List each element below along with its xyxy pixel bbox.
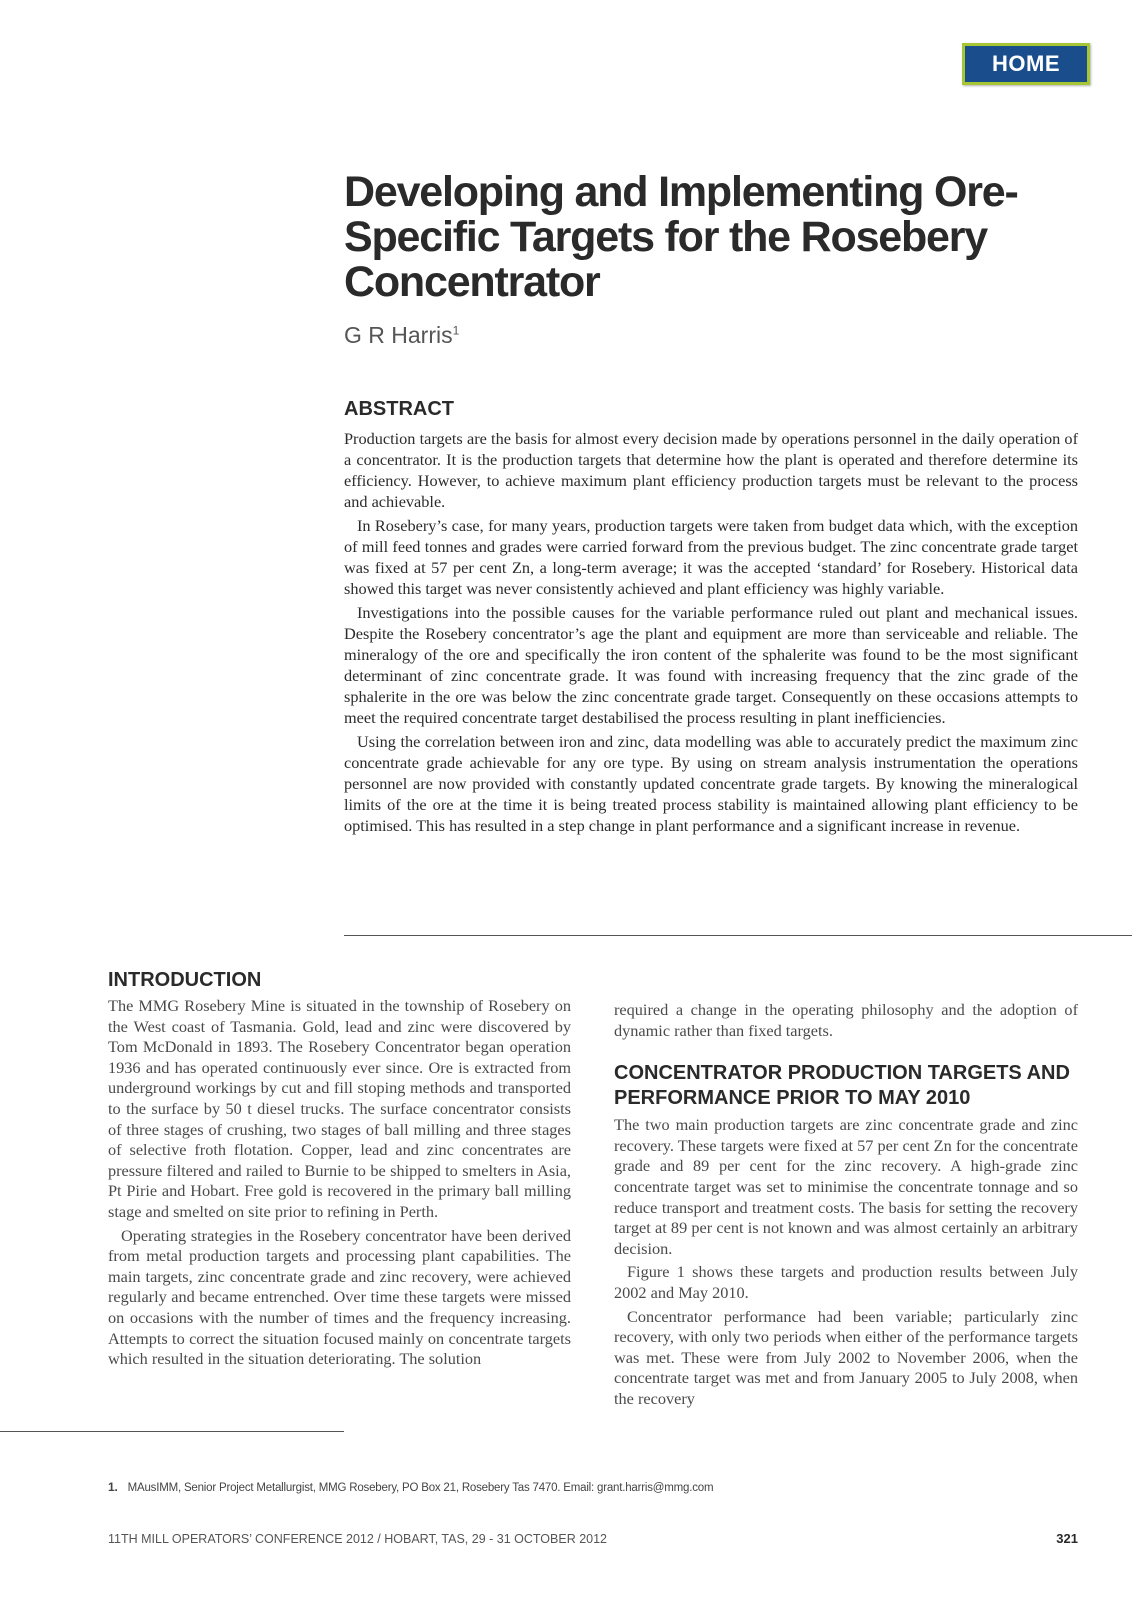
abstract-divider bbox=[344, 935, 1132, 936]
targets-section-heading: CONCENTRATOR PRODUCTION TARGETS AND PERFORMANCE PRIOR TO MAY 2010 bbox=[614, 1062, 1070, 1110]
abstract-paragraph: In Rosebery’s case, for many years, production targets were taken from budget data which, with the exception of mill feed tonnes and grades were carried forward from the previous budget. The zinc concentrate grade target was fixed at 57 per cent Zn, a long-term average; it was the accepted ‘standard’ for Rosebery. Historical data showed this target was never consistently achieved and plant efficiency was highly variable. bbox=[344, 516, 1078, 598]
footnote-number: 1. bbox=[108, 1480, 118, 1494]
targets-paragraph: Concentrator performance had been variable; particularly zinc recovery, with only two periods when either of the performance targets was met. These were from July 2002 to November 2006, when the concentrate target was met and from January 2005 to July 2008, when the recovery bbox=[614, 1306, 1078, 1408]
footnote-divider bbox=[0, 1431, 344, 1432]
author-footnote-mark: 1 bbox=[452, 323, 460, 338]
left-column bbox=[108, 968, 571, 1373]
targets-paragraph: Figure 1 shows these targets and production results between July 2002 and May 2010. bbox=[614, 1262, 1078, 1302]
footer-conference: 11TH MILL OPERATORS’ CONFERENCE 2012 / HOBART, TAS, 29 - 31 OCTOBER 2012 bbox=[108, 1532, 608, 1546]
introduction-continuation: required a change in the operating philosophy and the adoption of dynamic rather than fixed targets. bbox=[614, 1000, 1078, 1040]
targets-paragraph: The two main production targets are zinc concentrate grade and zinc recovery. These targets were fixed at 57 per cent Zn for the concentrate grade and 89 per cent for the zinc recovery. A high-grade zinc concentrate target was set to minimise the concentrate tonnage and so reduce transport and treatment costs. The basis for setting the recovery target at 89 per cent is not known and was almost certainly an arbitrary decision. bbox=[614, 1115, 1078, 1258]
abstract-heading: ABSTRACT bbox=[344, 398, 454, 420]
introduction-paragraph: Operating strategies in the Rosebery concentrator have been derived from metal production targets and processing plant capabilities. The main targets, zinc concentrate grade and zinc recovery, were achieved regularly and became entrenched. Over time these targets were missed on occasions with the number of times and the frequency increasing. Attempts to correct the situation focused mainly on concentrate targets which resulted in the situation deteriorating. The solution bbox=[108, 1225, 571, 1369]
paper-title: Developing and Implementing Ore-Specific Targets for the Rosebery Concentrator bbox=[344, 168, 1018, 306]
home-button[interactable]: HOME bbox=[962, 43, 1090, 85]
abstract-body bbox=[344, 428, 1078, 839]
abstract-paragraph: Production targets are the basis for almost every decision made by operations personnel in the daily operation of a concentrator. It is the production targets that determine how the plant is operated and therefore determine its efficiency. However, to achieve maximum plant efficiency production targets must be relevant to the process and achievable. bbox=[344, 429, 1078, 511]
abstract-paragraph: Investigations into the possible causes for the variable performance ruled out plant and mechanical issues. Despite the Rosebery concentrator’s age the plant and equipment are more than serviceable and reliable. The mineralogy of the ore and specifically the iron content of the sphalerite was found to be the most significant determinant of zinc concentrate grade. It was found with increasing frequency that the zinc grade of the sphalerite in the ore was below the zinc concentrate grade target. Consequently on these occasions attempts to meet the required concentrate target destabilised the process resulting in plant inefficiencies. bbox=[344, 603, 1078, 727]
footnote bbox=[108, 1480, 713, 1494]
abstract-paragraph: Using the correlation between iron and zinc, data modelling was able to accurately predict the maximum zinc concentrate grade achievable for any ore type. By using on stream analysis instrumentation the operations personnel are now provided with constantly updated concentrate grade targets. By knowing the mineralogical limits of the ore at the time it is being treated process stability is maintained allowing plant efficiency to be optimised. This has resulted in a step change in plant performance and a significant increase in revenue. bbox=[344, 732, 1078, 835]
page-number: 321 bbox=[1056, 1531, 1078, 1546]
introduction-paragraph: The MMG Rosebery Mine is situated in the township of Rosebery on the West coast of Tasmania. Gold, lead and zinc were discovered by Tom McDonald in 1893. The Rosebery Concentrator began operation 1936 and has operated continuously ever since. Ore is extracted from underground workings by cut and fill stoping methods and transported to the surface by 50 t diesel trucks. The surface concentrator consists of three stages of crushing, two stages of ball milling and three stages of selective froth flotation. Copper, lead and zinc concentrates are pressure filtered and railed to Burnie to be shipped to smelters in Asia, Pt Pirie and Hobart. Free gold is recovered in the primary ball milling stage and smelted on site prior to refining in Perth. bbox=[108, 996, 571, 1221]
right-column bbox=[614, 1000, 1078, 1413]
footnote-text: MAusIMM, Senior Project Metallurgist, MMG Rosebery, PO Box 21, Rosebery Tas 7470. Email: grant.harris@mmg.com bbox=[127, 1482, 714, 1494]
author-name: G R Harris bbox=[344, 322, 453, 348]
author-line bbox=[344, 322, 459, 349]
introduction-heading: INTRODUCTION bbox=[108, 969, 262, 991]
